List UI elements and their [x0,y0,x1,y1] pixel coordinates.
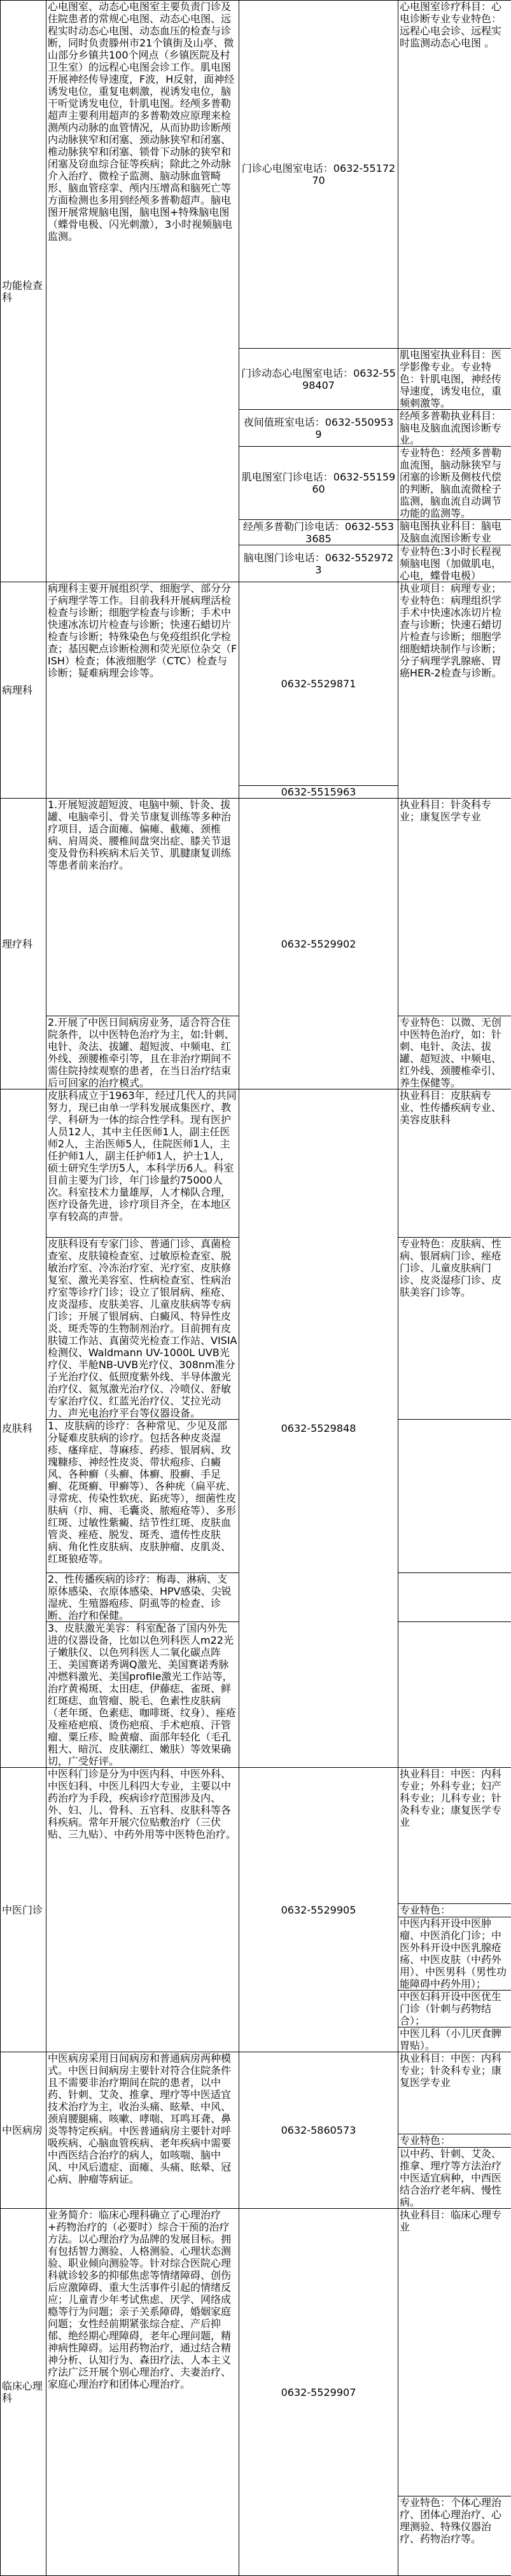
phone-cell: 脑电图门诊电话：0632-5529723 [239,545,398,582]
dept-name-label: 病理科 [1,582,46,799]
dept-name-label: 理疗科 [1,799,46,1089]
dept-description: 业务简介：临床心理科确立了心理治疗+药物治疗的（必要时）综合干预的治疗方法。以心理治疗为品牌的发展目标。拥有包括智力测验、人格测验、心理状态测验、职业倾向测验等。针对综合医院心理科就诊较多的抑郁焦虑等情绪障碍、创伤后应激障碍、重大生活事件引起的情绪反应；儿童青少年考试焦虑、厌学、网络成瘾等行为问题；亲子关系障碍，婚姻家庭问题；女性经前期紧张综合症、产后抑郁、绝经期心理障碍，老年心理问题，精神病性障碍。运用药物治疗，通过结合精神分析、认知行为、森田疗法、人本主义疗法广泛开展个别心理治疗、夫妻治疗、家庭心理治疗和团体心理治疗。 [46,2209,239,2576]
dept-description: 中医科门诊是分为中医内科、中医外科、中医妇科、中医儿科四大专业，主要以中药治疗为手段，疾病诊疗范围涉及内、外、妇、儿、骨科、五官科、皮肤科等各科疾病。常年开展穴位贴敷治疗（三伏贴、三九贴）、中药外用等中医特色治疗。 [46,1768,239,2052]
specialty-cell: 专业特色：皮肤病、性病、银屑病门诊、痤疮门诊、儿童皮肤病门诊、皮炎湿疹门诊、皮肤美容门诊等。 [398,1238,511,1420]
table-row [1,1768,511,1904]
specialty-cell: 专业特色：以微、无创中医特色治疗，如：针刺、电针、灸法、拔罐、超短波、中频电、红外线、颈腰椎牵引、养生保健等。 [398,1016,511,1089]
dept-description: 皮肤科成立于1963年，经过几代人的共同努力，现已由单一学科发展成集医疗、教学、科研为一体的综合性学科。现有医护人员12人，其中主任医师1人，副主任医师2人，主治医师5人，住院医师1人，主任护师1人，副主任护师1人，护士1人，硕士研究生学历5人，本科学历6人。科室目前主要为门诊，年门诊量约75000人次。科室技术力量雄厚，人才梯队合理，医疗设备先进，诊疗项目齐全，在本地区享有较高的声誉。 [46,1089,239,1238]
specialty-cell: 执业科目：针灸科专业；康复医学专业 [398,799,511,1016]
dept-description: 1.开展短波超短波、电脑中频、针灸、拔罐、电脑牵引、骨关节康复训练等多种治疗项目，适合面瘫、偏瘫、截瘫、颈椎病、肩周炎、腰椎间盘突出症、膝关节退变及骨伤科疾病术后关节、肌腱康复训练等患者前来治疗。 [46,799,239,1016]
dept-name-label: 中医门诊 [1,1768,46,2052]
table-row [1,1089,511,1238]
phone-cell: 夜间值班室电话：0632-5509539 [239,410,398,447]
specialty-cell: 执业项目：病理专业；专业特色：病理组织学手术中快速冰冻切片检查与诊断；快速石蜡切片检查与诊断；细胞学细胞蜡块制作与诊断；分子病理学乳腺癌、胃癌HER-2检查与诊断。 [398,582,511,799]
specialty-cell: 经颅多普勒执业科目：脑电及脑血流图诊断专业。 [398,410,511,447]
phone-cell: 0632-5529905 [239,1768,398,2052]
phone-cell: 0632-5860573 [239,2052,398,2209]
specialty-cell [398,1573,511,1622]
specialty-cell: 心电图室诊疗科目：心电诊断专业专业特色：远程心电会诊、远程实时监测动态心电图 。 [398,1,511,349]
phone-cell: 门诊动态心电图室电话：0632-5598407 [239,349,398,410]
dept-description: 心电图室、动态心电图室主要负责门诊及住院患者的常规心电图、动态心电图、远程实时动态心电图、动态血压的检查与诊断，同时负责滕州市21个镇街及山亭、微山部分乡镇共100个网点（乡镇医院及村卫生室）的远程心电图会诊工作。肌电图开展神经传导速度，F波，H反射，面神经诱发电位，重复电刺激，视诱发电位，脑干听觉诱发电位，针肌电图。经颅多普勒超声主要利用超声的多普勒效应原理来检测颅内动脉的血管情况，从而协助诊断颅内动脉狭窄和闭塞、颈动脉狭窄和闭塞、椎动脉狭窄和闭塞、锁骨下动脉的狭窄和闭塞及窃血综合征等疾病；除此之外动脉介入治疗、微栓子监测、脑动脉血管畸形、脑血管痉挛、颅内压增高和脑死亡等方面检测也多用到经颅多普勒超声。脑电图开展常规脑电图，脑电图+特殊脑电图（蝶骨电极、闪光刺激），3小时视频脑电监测。 [46,1,239,582]
specialty-cell: 中医儿科（小儿厌食脾胃贴）。 [398,2027,511,2052]
table-row [1,2052,511,2134]
specialty-cell: 专业特色:3小时长程视频脑电图（加做肌电，心电，蝶骨电极） [398,545,511,582]
specialty-cell: 以中药、针刺、艾灸、推拿、理疗等方法治疗中医适宜病种，中西医结合治疗老年病、慢性病。 [398,2148,511,2209]
table-row [1,582,511,786]
phone-cell: 0632-5529902 [239,799,398,1089]
table-row [1,1,511,349]
phone-cell: 门诊心电图室电话：0632-5517270 [239,1,398,349]
specialty-cell: 脑电图执业科目：脑电及脑血流图诊断专业 [398,520,511,545]
phone-cell: 0632-5529871 [239,582,398,786]
specialty-cell: 执业科目：皮肤病专业、性传播疾病专业、美容皮肤科 [398,1089,511,1238]
table-row [1,799,511,1016]
specialty-cell [398,1622,511,1768]
phone-cell: 肌电图室门诊电话：0632-5515960 [239,447,398,520]
specialty-cell: 执业科目：中医：内科专业；外科专业；妇产科专业；儿科专业；针灸科专业；康复医学专业 [398,1768,511,1904]
dept-name-label: 临床心理科 [1,2209,46,2576]
dept-description: 2、性传播疾病的诊疗：梅毒、淋病、支原体感染、衣原体感染、HPV感染、尖锐湿疣、生殖器疱疹、阴虱等的检查、诊断、治疗和保健。 [46,1573,239,1622]
specialty-cell: 专业特色： [398,2134,511,2148]
phone-cell: 0632-5515963 [239,786,398,799]
specialty-cell: 专业特色：个体心理治疗、团体心理治疗、心理测验、特殊仪器治疗、药物治疗等。 [398,2496,511,2576]
specialty-cell: 中医内科开设中医肿瘤、中医消化门诊；中医外科开设中医乳腺疮疡、中医皮肤（中药外用）、中医男科（男性功能障碍中药外用）； [398,1917,511,1991]
dept-description: 皮肤科设有专家门诊、普通门诊、真菌检查室、皮肤镜检查室、过敏原检查室、脱敏治疗室、冷冻治疗室、光疗室、皮肤修复室、激光美容室、性病检查室、性病治疗室等诊疗门诊；设立了银屑病、痤疮、皮炎湿疹、皮肤美容、儿童皮肤病等专病门诊；开展了银屑病、白癜风、特异性皮炎、斑秃等的生物制剂治疗。目前拥有皮肤镜工作站、真菌荧光检查工作站、VISIA检测仪、Waldmann UV-1000L UVB光疗仪、半舱NB-UVB光疗仪、308nm准分子光治疗仪、低照度紫外线、半导体激光治疗仪、氦氖激光治疗仪、冷喷仪、舒敏专家治疗仪、红蓝光治疗仪、艾拉光动力、声光电治疗平台等仪器设备。 [46,1238,239,1420]
specialty-cell: 肌电图室执业科目：医学影像专业。专业特色：针肌电图，神经传导速度，诱发电位，重频刺激等。 [398,349,511,410]
phone-cell: 经颅多普勒门诊电话：0632-5533685 [239,520,398,545]
dept-name-label: 中医病房 [1,2052,46,2209]
phone-cell: 0632-5529907 [239,2209,398,2576]
dept-description: 病理科主要开展组织学、细胞学、部分分子病理学等工作。目前我科开展病理活检检查与诊断；细胞学检查与诊断；手术中快速冰冻切片检查与诊断；快速石蜡切片检查与诊断；特殊染色与免疫组织化学检查；基因靶点诊断检测和荧光原位杂交（FISH）检查；体液细胞学（CTC）检查与诊断；疑难病理会诊等。 [46,582,239,799]
table-row [1,2209,511,2496]
dept-description: 3、皮肤激光美容：科室配备了国内外先进的仪器设备，比如以色列科医人m22光子嫩肤仪、以色列科医人二氧化碳点阵王、美国赛诺秀调Q激光、美国赛诺秀脉冲燃料激光、美国profile激光工作站等，治疗黄褐斑、太田痣、伊藤痣、雀斑、鲜红斑痣、血管瘤、脱毛、色素性皮肤病（老年斑、色素痣、咖啡斑、纹身）、痤疮及痤疮疤痕、烫伤疤痕、手术疤痕、汗管瘤、粟丘疹、睑黄瘤、面部年轻化（毛孔粗大、暗沉、皮肤潮红、嫩肤）等效果确切，广受好评。 [46,1622,239,1768]
specialty-cell: 中医妇科开设中医优生门诊（针刺与药物结合）； [398,1991,511,2027]
specialty-cell: 专业特色： [398,1904,511,1917]
dept-description: 1、皮肤病的诊疗：各种常见、少见及部分疑难皮肤病的诊疗。包括各种皮炎湿疹、瘙痒症、荨麻疹、药疹、银屑病、玫瑰糠疹、神经性皮炎、带状疱疹、白癜风、各种癣（头癣、体癣、股癣、手足癣、花斑癣、甲癣等）、各种疣（扁平疣、寻常疣、传染性软疣、跖疣等），细菌性皮肤病（疖、痈、毛囊炎、脓疱疮等）、多形红斑、过敏性紫癜、结节性红斑、皮肤血管炎、痤疮、脱发、斑秃、遗传性皮肤病、角化性皮肤病、皮肤肿瘤、皮肌炎、红斑狼疮等。 [46,1420,239,1573]
specialty-cell: 执业科目：临床心理专业 [398,2209,511,2496]
dept-description: 中医病房采用日间病房和普通病房两种模式。中医日间病房主要针对符合住院条件且不需要非治疗期间在院的患者，以中药、针刺、艾灸、推拿、理疗等中医适宜技术治疗为主，收治头痛、眩晕、中风、颈肩腰腿痛、咳嗽、哮喘、耳鸣耳聋、鼻炎等特定疾病。中医普通病房主要针对呼吸疾病、心脑血管疾病、老年疾病中需要中西医结合治疗的病人，如咳喘、脑中风、中风后遗症、面瘫、头痛、眩晕、冠心病、肿瘤等病证。 [46,2052,239,2209]
dept-name-label: 皮肤科 [1,1089,46,1768]
specialty-cell: 执业科目：中医：内科专业；针灸科专业；康复医学专业 [398,2052,511,2134]
dept-description: 2.开展了中医日间病房业务，适合符合住院条件，以中医特色治疗为主，如:针刺、电针、灸法、拔罐、超短波、中频电、红外线、颈腰椎牵引等，且在非治疗期间不需住院持续观察的患者，在当日治疗结束后可回家的治疗模式。 [46,1016,239,1089]
dept-name-label: 功能检查科 [1,1,46,582]
specialty-cell: 专业特色：经颅多普勒血流图，脑动脉狭窄与闭塞的诊断及侧枝代偿的判断，脑血流微栓子监测，脑血流自动调节功能的监测等。 [398,447,511,520]
phone-cell: 0632-5529848 [239,1089,398,1768]
specialty-cell [398,1420,511,1573]
